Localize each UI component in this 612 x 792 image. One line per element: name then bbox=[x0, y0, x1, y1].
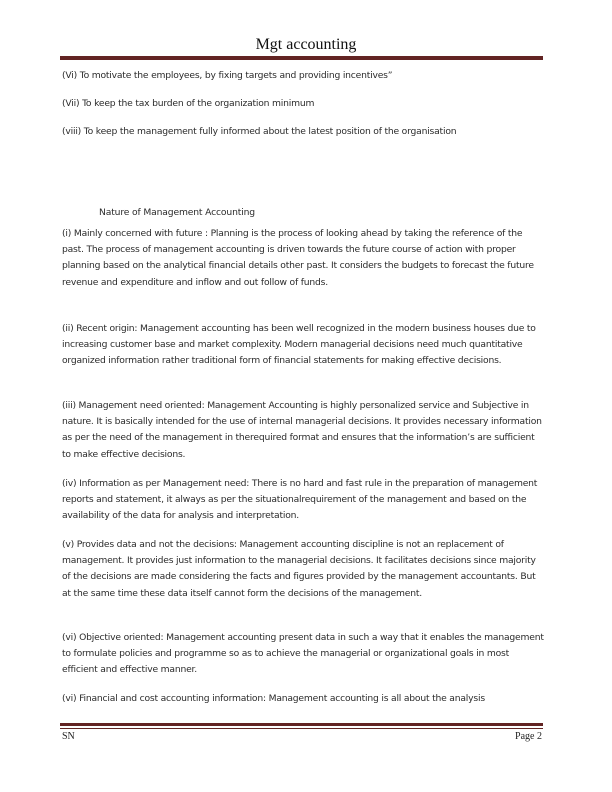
paragraph: (iv) Information as per Management need: There is no hard and fast rule in the preparation of management reports and statement, it always as per the situationalrequirement of the management and based on the availability of the data for analysis and interpretation. bbox=[62, 478, 538, 522]
paragraph: (iii) Management need oriented: Management Accounting is highly personalized service and Subjective in nature. It is basically intended for the use of internal managerial decisions. It provides necessary information as per the need of the management in therequired format and ensures that the information’s are sufficient to make effective decisions. bbox=[62, 400, 542, 460]
intro-item: (Vi) To motivate the employees, by fixing targets and providing incentives” bbox=[62, 70, 393, 81]
footer-rule-thin bbox=[60, 728, 543, 729]
paragraph: (ii) Recent origin: Management accounting has been well recognized in the modern business houses due to increasing customer base and market complexity. Modern managerial decisions need much quantitative organized information rather traditional form of financial statements for making effective decisions. bbox=[62, 323, 536, 367]
intro-item: (viii) To keep the management fully informed about the latest position of the organisation bbox=[62, 126, 457, 137]
page-number: Page 2 bbox=[515, 731, 542, 742]
header-title: Mgt accounting bbox=[255, 36, 357, 53]
paragraph: (i) Mainly concerned with future : Planning is the process of looking ahead by taking the reference of the past. The process of management accounting is driven towards the future course of action with proper planning based on the analytical financial details other past. It considers the budgets to forecast the future revenue and expenditure and inflow and out follow of funds. bbox=[62, 228, 534, 288]
intro-item: (Vii) To keep the tax burden of the organization minimum bbox=[62, 98, 315, 109]
header-rule bbox=[60, 56, 543, 60]
paragraph: (vi) Financial and cost accounting information: Management accounting is all about the analysis bbox=[62, 693, 485, 704]
paragraph: (vi) Objective oriented: Management accounting present data in such a way that it enables the management to formulate policies and programme so as to achieve the managerial or organizational goals in most efficient and effective manner. bbox=[62, 632, 544, 676]
footer-rule bbox=[60, 723, 543, 726]
section-heading: Nature of Management Accounting bbox=[99, 207, 255, 218]
footer-author: SN bbox=[62, 731, 75, 742]
paragraph: (v) Provides data and not the decisions: Management accounting discipline is not an replacement of management. It provides just information to the managerial decisions. It facilitates decisions since majority of the decisions are made considering the facts and figures provided by the management accountants. But at the same time these data itself cannot form the decisions of the management. bbox=[62, 539, 536, 599]
